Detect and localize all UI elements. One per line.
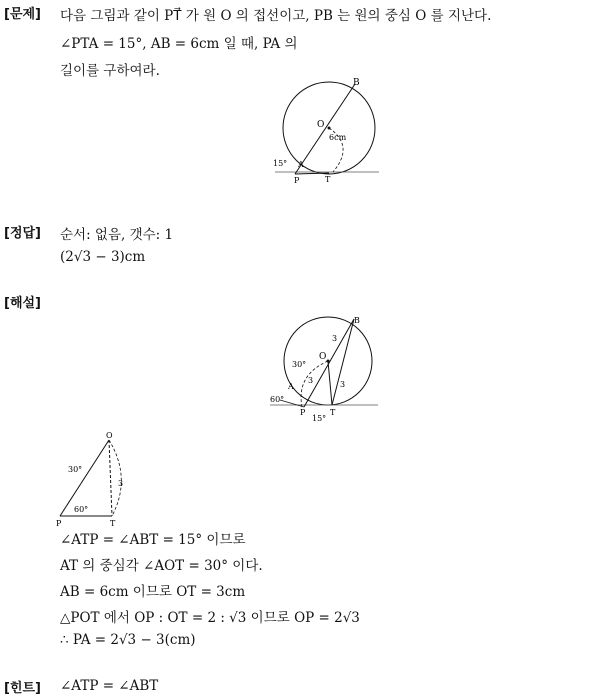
hint-text: ∠ATP = ∠ABT bbox=[60, 678, 159, 694]
fig-label-P: P bbox=[294, 176, 300, 185]
fig2-T: T bbox=[110, 519, 116, 528]
explanation-figure-1 bbox=[270, 315, 380, 427]
fig1-P: P bbox=[300, 408, 306, 417]
fig1-T: T bbox=[330, 408, 336, 417]
problem-line-1 bbox=[60, 4, 491, 24]
step-1: ∠ATP = ∠ABT = 15° 이므로 bbox=[60, 532, 246, 548]
fig-label-O: O bbox=[317, 120, 325, 130]
step-3: AB = 6cm 이므로 OT = 3cm bbox=[60, 584, 246, 600]
hint-label: [힌트] bbox=[4, 681, 41, 696]
fig1-A: A bbox=[288, 382, 294, 391]
answer-meta: 순서: 없음, 갯수: 1 bbox=[60, 227, 174, 243]
fig2-r: 3 bbox=[118, 479, 124, 488]
fig1-r2: 3 bbox=[308, 376, 314, 385]
fig-label-T: T bbox=[325, 175, 331, 184]
fig1-a30: 30° bbox=[292, 360, 307, 369]
explanation-label: [해설] bbox=[4, 296, 41, 311]
fig-label-B: B bbox=[353, 78, 360, 88]
step-2: AT 의 중심각 ∠AOT = 30° 이다. bbox=[60, 558, 263, 574]
fig1-r3: 3 bbox=[340, 380, 346, 389]
fig2-a60: 60° bbox=[74, 505, 89, 514]
fig1-a15: 15° bbox=[312, 414, 327, 423]
fig1-B: B bbox=[354, 316, 360, 325]
step-5: ∴ PA = 2√3 − 3(cm) bbox=[60, 632, 196, 648]
fig1-a60: 60° bbox=[270, 395, 285, 404]
problem-label: [문제] bbox=[4, 7, 41, 22]
fig2-O: O bbox=[106, 431, 113, 440]
step-4: △POT 에서 OP : OT = 2 : √3 이므로 OP = 2√3 bbox=[60, 610, 360, 626]
problem-line-3: 길이를 구하여라. bbox=[60, 63, 160, 79]
problem-line-1-text: 다음 그림과 같이 PT⃗ 가 원 O 의 접선이고, PB 는 원의 중심 O 를 지난다. bbox=[60, 8, 492, 24]
fig2-P: P bbox=[56, 519, 62, 528]
fig1-r1: 3 bbox=[332, 334, 338, 343]
fig-label-angle: 15° bbox=[273, 159, 288, 168]
answer-value: (2√3 − 3)cm bbox=[60, 249, 146, 265]
fig-label-A: A bbox=[298, 160, 304, 169]
fig1-O: O bbox=[319, 352, 327, 362]
explanation-figure-2 bbox=[54, 428, 134, 528]
problem-figure bbox=[265, 76, 385, 188]
fig2-a30: 30° bbox=[68, 465, 83, 474]
fig-label-len: 6cm bbox=[329, 133, 347, 142]
problem-line-2: ∠PTA = 15°, AB = 6cm 일 때, PA 의 bbox=[60, 36, 298, 52]
answer-label: [정답] bbox=[4, 226, 41, 241]
